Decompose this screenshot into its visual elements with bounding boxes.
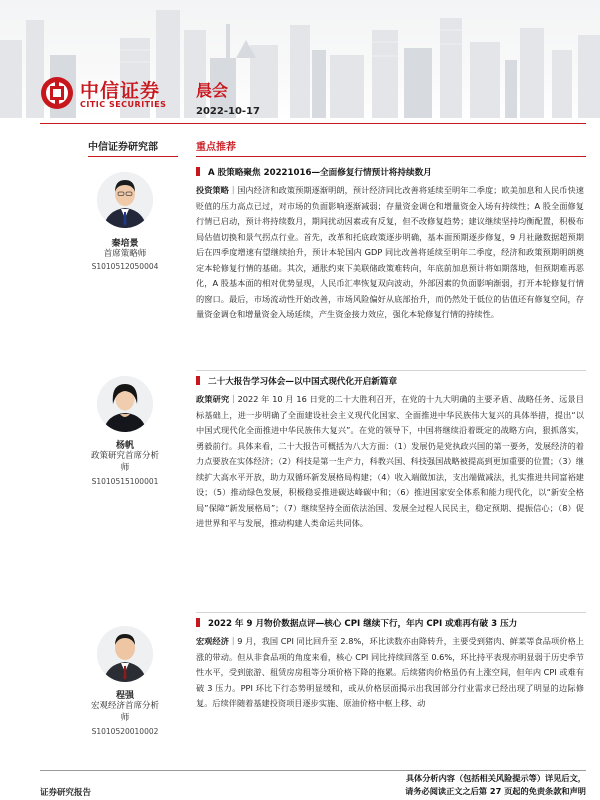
article-title-text: A 股策略聚焦 20221016—全面修复行情预计将持续数月 (208, 168, 432, 178)
article-title (196, 617, 517, 629)
analyst-name: 程强 (115, 691, 134, 701)
article-text: ｜9 月，我国 CPI 同比回升至 2.8%，环比读数亦由降转升，主要受到猪肉、鲜菜等食品项价格上涨的带动。但从非食品项的角度来看，核心 CPI 同比持续回落至 0.6%，环比持平表现亦明显弱于历史季节性水平，受到旅游、租赁房房租等分项价格下降的拖累。后续猪肉价格虽仍有上涨空间，但年内 CPI 或难有破 3 压力。PPI 环比下行态势明显缓和，或从价格层面揭示出我国部分行业需求已经出现了明显的边际修复。后续伴随着基建投资项目逐步实施、原油价格中枢上移、动 (196, 636, 584, 708)
article-body (196, 392, 584, 532)
brand-name-en: CITIC SECURITIES (80, 100, 167, 109)
analyst-photo (97, 626, 153, 682)
article-lead: 投资策略 (196, 185, 230, 195)
footer-disclaimer-line: 具体分析内容（包括相关风险提示等）详见后文， (405, 773, 586, 783)
article-title-text: 2022 年 9 月物价数据点评—核心 CPI 继续下行，年内 CPI 或难再有破 3 压力 (208, 619, 518, 629)
analyst-photo (97, 376, 153, 432)
article-lead: 政策研究 (196, 394, 230, 404)
left-column-rule (88, 156, 178, 157)
footer-divider (40, 770, 586, 771)
analyst-title: 政策研究首席分析师 (90, 451, 159, 473)
article-divider (196, 612, 586, 613)
bullet-square-icon (196, 376, 200, 385)
analyst-name: 杨帆 (115, 441, 134, 451)
article-title (196, 375, 397, 387)
report-title: 晨会 (196, 81, 229, 100)
right-column-rule (196, 156, 586, 157)
bullet-square-icon (196, 167, 200, 176)
section-title: 重点推荐 (196, 142, 236, 153)
analyst-photo (97, 172, 153, 228)
article-text: ｜国内经济和政策预期逐渐明朗，预计经济同比改善将延续至明年二季度；欧美加息和人民币快速贬值的压力高点已过，对市场的负面影响逐渐减弱；存量资金调仓和增量资金入场有持续性；A 股全面修复行情已启动，预计将持续数月，期间扰动因素或有反复，但不改修复趋势；建议继续坚持均衡配置，积极布局估值切换和景气拐点行业。首先，改革和托底政策逐步明确，基本面预期逐步修复，9 月社融数据超预期后在四季度增速有望继续抬升，预计本轮国内 GDP 同比改善将延续至明年二季度，经济和政策预期明朗奠定本轮修复行情的基础。其次，通胀约束下美联储政策难转向，年底前加息预计将如期落地，但预期难再恶化，A 股基本面的相对优势显现，人民币汇率恢复双向波动，外部因素的负面影响渐弱，打开本轮修复行情的窗口。最后，市场流动性开始改善，市场风险偏好从底部抬升，而仍然处于低位的估值还有修复空间，存量资金调仓和增量资金入场延续，产生资金接力效应，强化本轮修复行情的持续性。 (196, 185, 584, 319)
brand-name-cn: 中信证券 (80, 80, 161, 102)
header-divider (40, 123, 586, 124)
article-lead: 宏观经济 (196, 636, 229, 646)
analyst-title: 首席策略师 (103, 249, 147, 259)
bullet-square-icon (196, 618, 200, 627)
article-body (196, 183, 584, 323)
article-title-text: 二十大报告学习体会—以中国式现代化开启新篇章 (208, 377, 398, 387)
report-date: 2022-10-17 (196, 106, 260, 117)
analyst-cert-code: S1010512050004 (91, 262, 159, 271)
analyst-cert-code: S1010520010002 (91, 727, 159, 736)
article-title (196, 166, 432, 178)
footer-disclaimer-line: 请务必阅读正文之后第 27 页起的免责条款和声明 (405, 786, 586, 796)
footer-report-type: 证券研究报告 (40, 788, 92, 798)
article-text: ｜2022 年 10 月 16 日党的二十大胜利召开，在党的十九大明确的主要矛盾、战略任务、远景目标基础上，进一步明确了全面建设社会主义现代化国家、全面推进中华民族伟大复兴的具体举措，提出“以中国式现代化全面推进中华民族伟大复兴”。在党的领导下，中国将继续沿着既定的战略方向，狠抓落实，勇毅前行。具体来看，二十大报告可概括为八大方面：（1）发展仍是党执政兴国的第一要务，发展经济的着力点要放在实体经济；（2）科技是第一生产力，科教兴国、科技强国战略被提高到更加重要的位置；（3）继续扩大高水平开放，助力双循环新发展格局构建；（4）收入端做加法，支出端做减法，扎实推进共同富裕建设；（5）推动绿色发展，积极稳妥推进碳达峰碳中和；（6）推进国家安全体系和能力现代化，以“新安全格局”保障“新发展格局”；（7）继续坚持全面依法治国、发展全过程人民民主，稳定预期、提振信心；（8）促进世界和平与发展，推动构建人类命运共同体。 (196, 394, 584, 528)
article-body (196, 634, 584, 766)
article-divider (196, 370, 586, 371)
analyst-title: 宏观经济首席分析师 (90, 701, 159, 723)
footer-disclaimer (300, 772, 586, 798)
analyst-name: 秦培景 (111, 239, 139, 249)
department-label: 中信证券研究部 (88, 142, 158, 153)
analyst-cert-code: S1010515100001 (91, 477, 159, 486)
citic-logo-icon (40, 76, 74, 110)
